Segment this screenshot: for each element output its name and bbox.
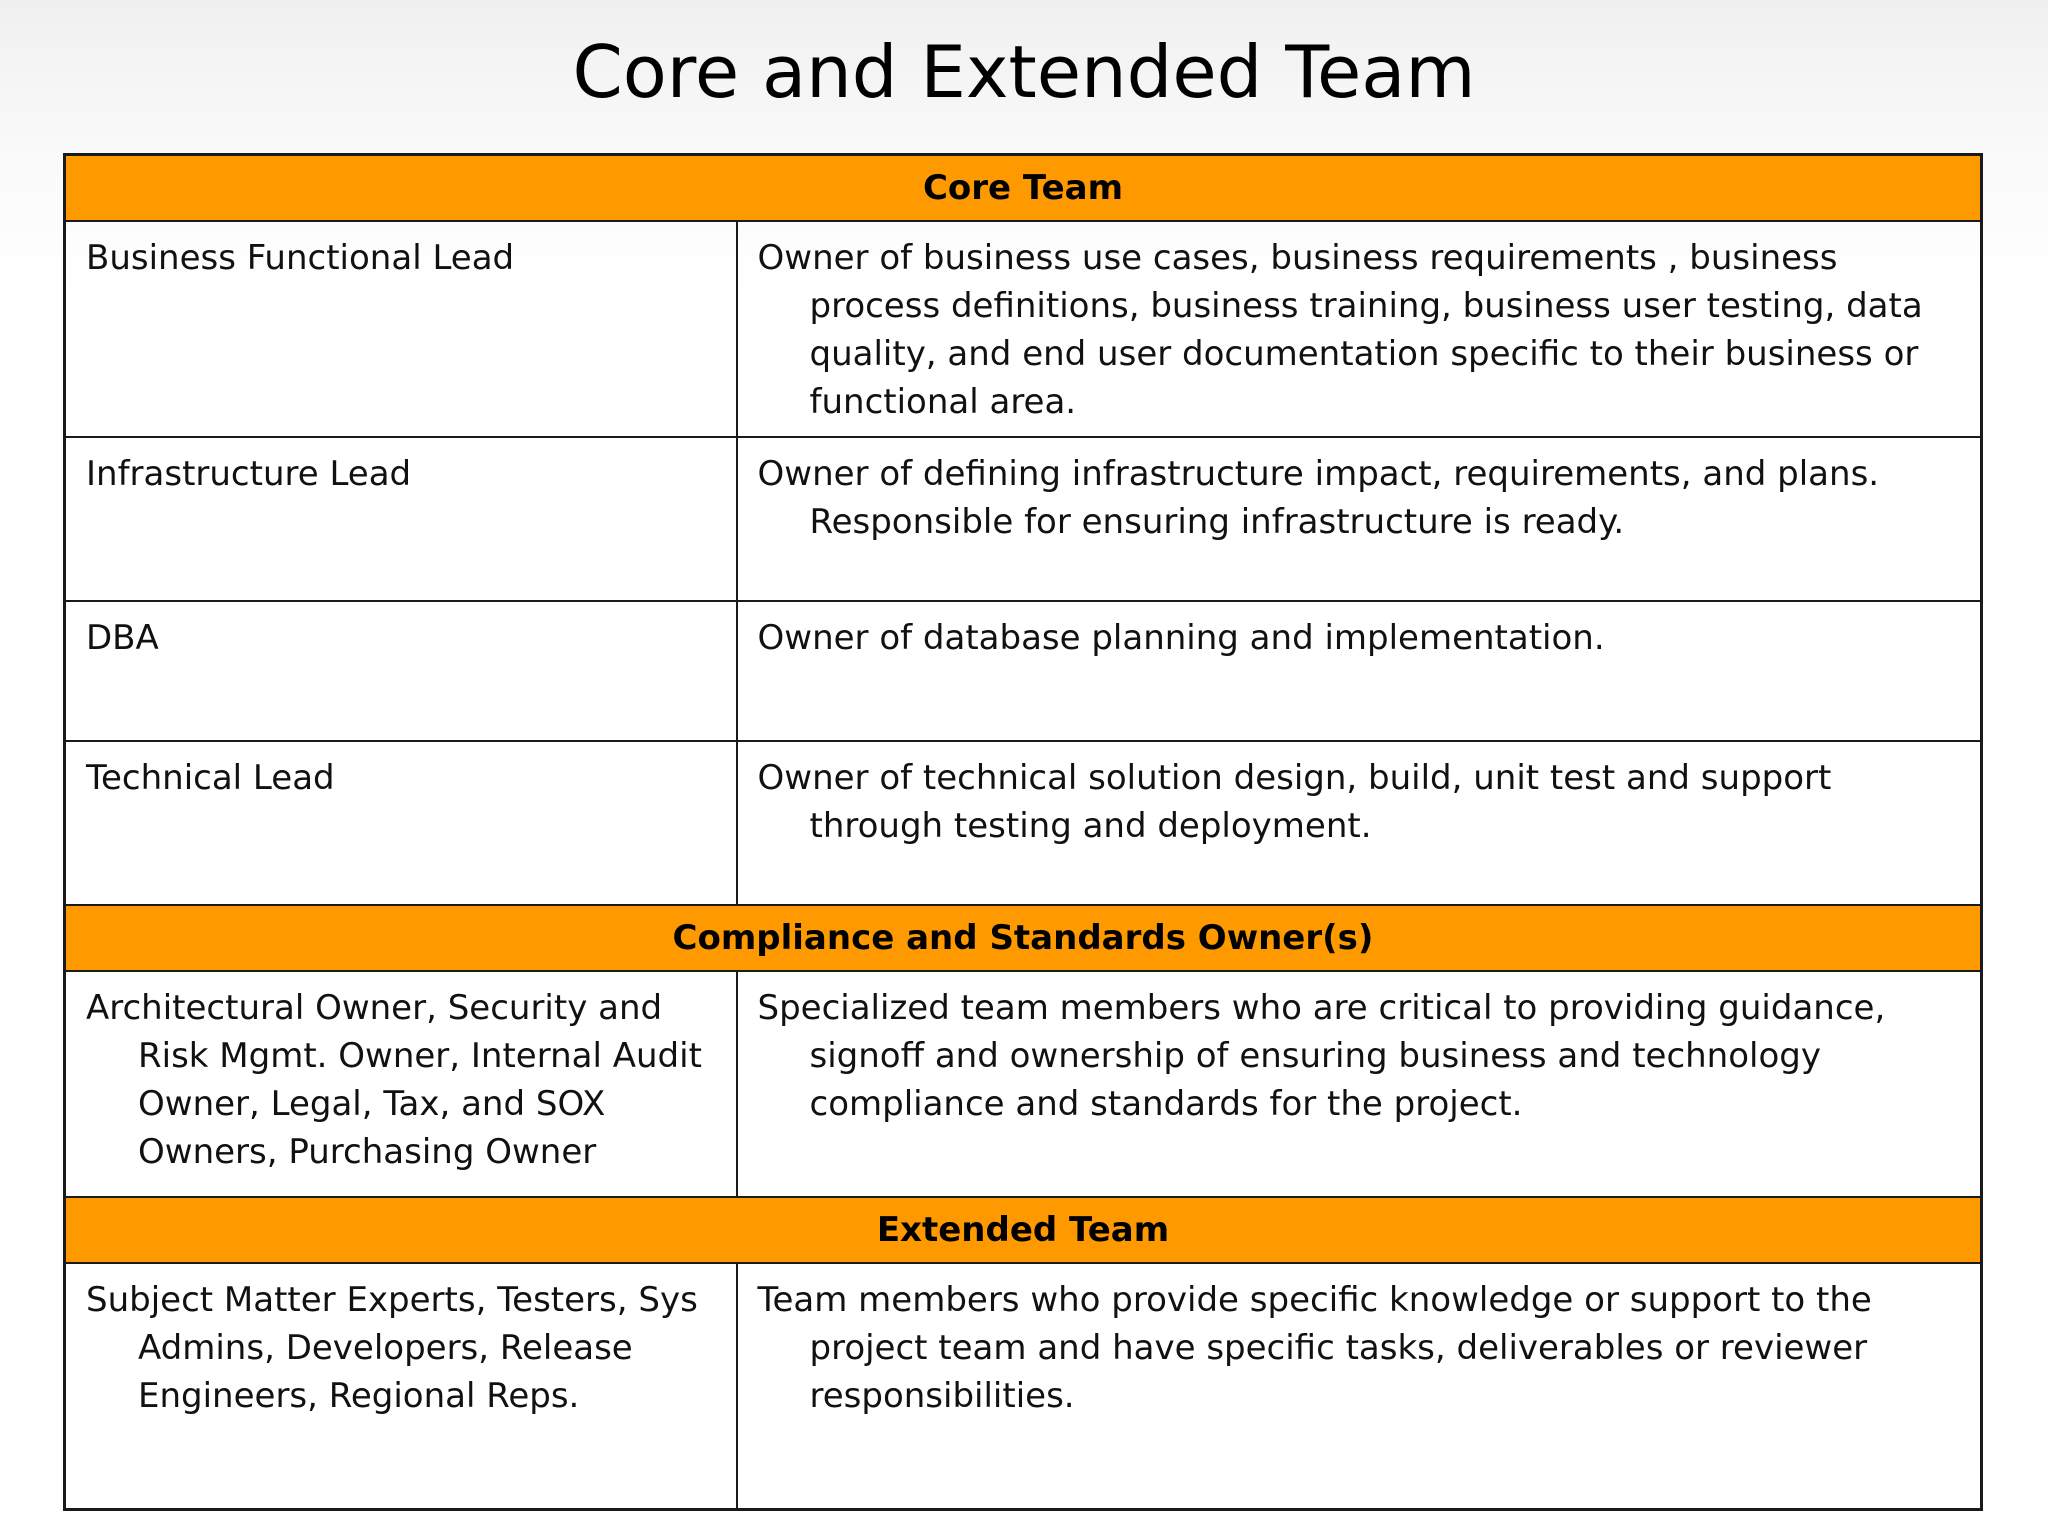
description-text: Owner of defining infrastructure impact, requirements, and plans. Responsible for ensuring infrastructure is ready.	[757, 454, 1880, 542]
role-text: Business Functional Lead	[86, 238, 515, 278]
description-text: Owner of technical solution design, build, unit test and support through testing and deployment.	[757, 758, 1832, 846]
table-row	[65, 601, 1982, 741]
section-header-extended-team	[65, 1197, 1982, 1263]
role-cell	[65, 601, 737, 741]
section-heading: Compliance and Standards Owner(s)	[65, 905, 1982, 971]
description-text: Specialized team members who are critical to providing guidance, signoff and ownership of ensuring business and technology compliance and standards for the project.	[757, 988, 1886, 1124]
section-heading: Core Team	[65, 155, 1982, 222]
team-table	[63, 153, 1983, 1511]
role-cell	[65, 437, 737, 601]
role-text: Technical Lead	[86, 758, 335, 798]
description-cell	[737, 601, 1982, 741]
role-text: DBA	[86, 618, 159, 658]
description-text: Team members who provide specific knowledge or support to the project team and have specific tasks, deliverables or reviewer responsibilities.	[757, 1280, 1872, 1416]
description-cell	[737, 1263, 1982, 1509]
section-heading: Extended Team	[65, 1197, 1982, 1263]
description-cell	[737, 741, 1982, 905]
role-text: Architectural Owner, Security and Risk Mgmt. Owner, Internal Audit Owner, Legal, Tax, and SOX Owners, Purchasing Owner	[86, 988, 702, 1172]
role-cell	[65, 741, 737, 905]
description-text: Owner of business use cases, business requirements , business process definitions, business training, business user testing, data quality, and end user documentation specific to their business or functional area.	[757, 238, 1923, 422]
section-header-compliance	[65, 905, 1982, 971]
role-text: Infrastructure Lead	[86, 454, 412, 494]
table-row	[65, 221, 1982, 437]
role-text: Subject Matter Experts, Testers, Sys Admins, Developers, Release Engineers, Regional Reps.	[86, 1280, 698, 1416]
table-row	[65, 1263, 1982, 1509]
table-row	[65, 437, 1982, 601]
slide-title: Core and Extended Team	[572, 30, 1476, 114]
description-text: Owner of database planning and implementation.	[757, 618, 1605, 658]
role-cell	[65, 221, 737, 437]
table-row	[65, 741, 1982, 905]
role-cell	[65, 1263, 737, 1509]
table-row	[65, 971, 1982, 1197]
role-cell	[65, 971, 737, 1197]
section-header-core-team	[65, 155, 1982, 222]
description-cell	[737, 221, 1982, 437]
description-cell	[737, 437, 1982, 601]
description-cell	[737, 971, 1982, 1197]
